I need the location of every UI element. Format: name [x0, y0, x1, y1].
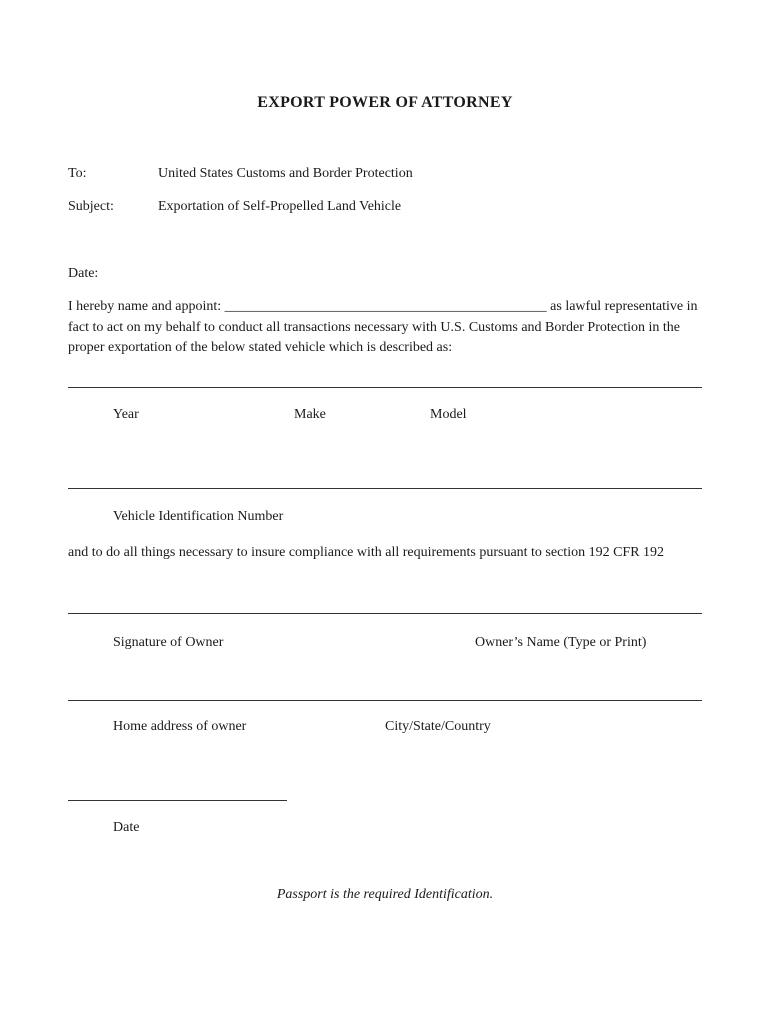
to-label: To:: [68, 166, 87, 181]
vehicle-top-rule: [68, 387, 702, 388]
subject-value: Exportation of Self-Propelled Land Vehicle: [158, 199, 402, 214]
to-value: United States Customs and Border Protection: [158, 166, 413, 181]
date-bottom-label: Date: [113, 820, 140, 835]
signature-rule: [68, 613, 702, 614]
date-label: Date:: [68, 266, 99, 281]
subject-label: Subject:: [68, 199, 114, 214]
vin-label: Vehicle Identification Number: [113, 509, 284, 524]
owner-name-label: Owner’s Name (Type or Print): [475, 635, 647, 650]
model-label: Model: [430, 407, 467, 422]
city-state-country-label: City/State/Country: [385, 719, 491, 734]
footer-note: Passport is the required Identification.: [276, 887, 494, 902]
date-rule: [68, 800, 287, 801]
document-title: EXPORT POWER OF ATTORNEY: [257, 94, 513, 111]
year-label: Year: [113, 407, 139, 422]
address-rule: [68, 700, 702, 701]
compliance-paragraph: and to do all things necessary to insure compliance with all requirements pursuant to section 192 CFR 192: [68, 545, 665, 560]
home-address-label: Home address of owner: [113, 719, 247, 734]
appoint-paragraph: I hereby name and appoint: ______________________________________________ as lawful representative in fact to act on my behalf to conduct all transactions necessary with U.S. Customs and Border Protection in the proper exportation of the below stated vehicle which is described as:: [68, 299, 698, 355]
vin-rule: [68, 488, 702, 489]
signature-label: Signature of Owner: [113, 635, 224, 650]
make-label: Make: [294, 407, 326, 422]
